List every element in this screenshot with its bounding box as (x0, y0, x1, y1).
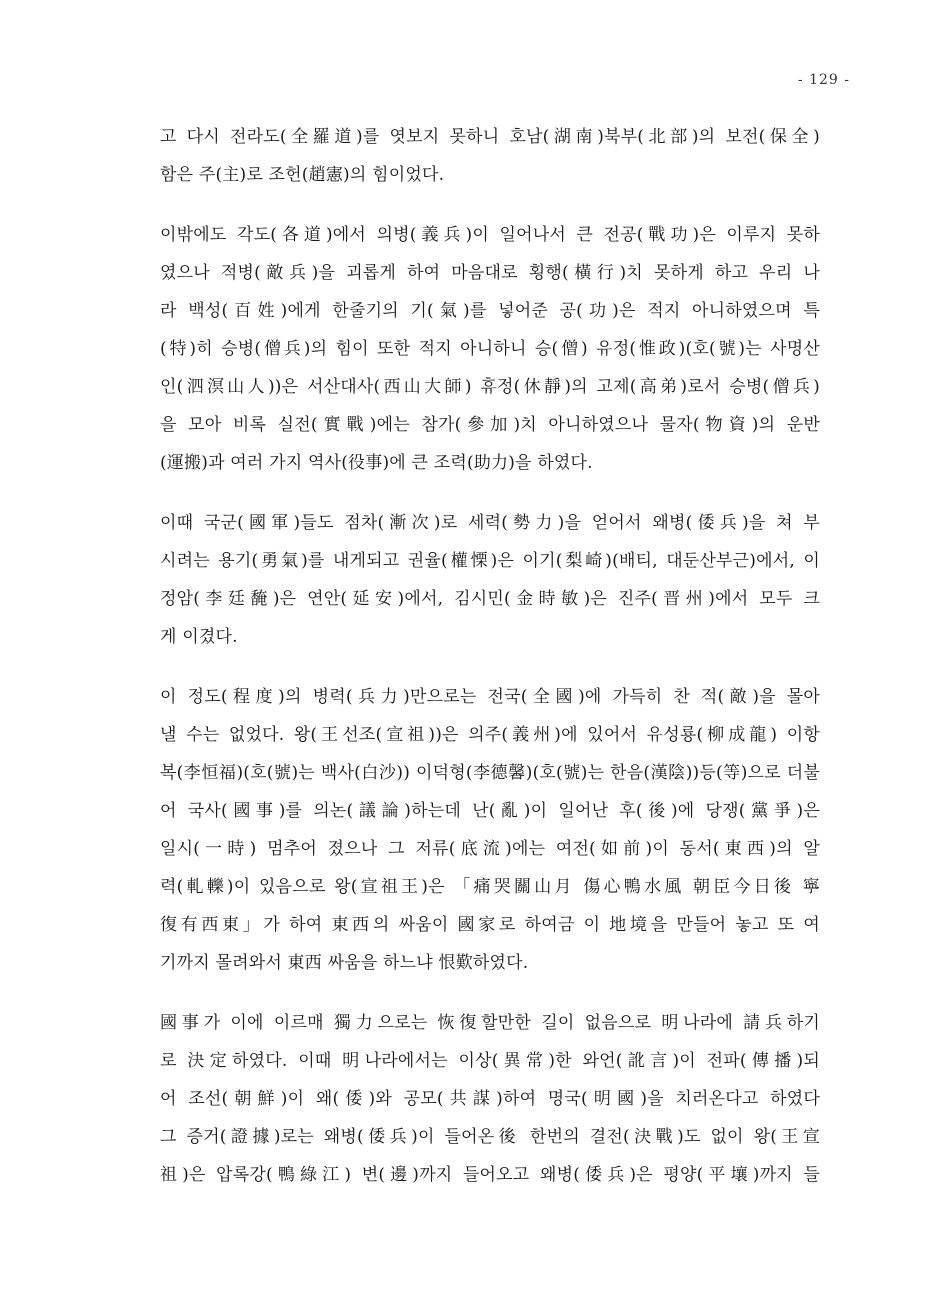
text-line: 인(泗溟山人))은 서산대사(西山大師) 휴정(休靜)의 고제(高弟)로서 승병(僧兵) (160, 377, 820, 397)
text-line: 함은 주(主)로 조헌(趙憲)의 힘이었다. (160, 165, 445, 185)
text-line: 낼 수는 없었다. 왕(王선조(宣祖))은 의주(義州)에 있어서 유성룡(柳成龍) 이항 (160, 725, 820, 745)
text-line: 일시(一時) 멈추어 졌으나 그 저류(底流)에는 여전(如前)이 동서(東西)의 알 (160, 839, 820, 859)
text-line: 정암(李廷馣)은 연안(延安)에서, 김시민(金時敏)은 진주(晋州)에서 모두 크 (160, 589, 820, 609)
text-line: 이때 국군(國軍)들도 점차(漸次)로 세력(勢力)을 얻어서 왜병(倭兵)을 쳐 부 (160, 513, 820, 533)
paragraph-3 (160, 504, 820, 656)
text-line: 이밖에도 각도(各道)에서 의병(義兵)이 일어나서 큰 전공(戰功)은 이루지 못하 (160, 225, 820, 245)
text-line: 이 정도(程度)의 병력(兵力)만으로는 전국(全國)에 가득히 찬 적(敵)을 몰아 (160, 687, 820, 707)
text-line: 였으나 적병(敵兵)을 괴롭게 하여 마음대로 횡행(橫行)치 못하게 하고 우리 나 (160, 263, 820, 283)
text-line: (特)히 승병(僧兵)의 힘이 또한 적지 아니하니 승(僧) 유정(惟政)(호(號)는 사명산 (160, 339, 820, 359)
text-line: 을 모아 비록 실전(實戰)에는 참가(參加)치 아니하였으나 물자(物資)의 운반 (160, 415, 820, 435)
text-line: 고 다시 전라도(全羅道)를 엿보지 못하니 호남(湖南)북부(北部)의 보전(保全) (160, 127, 820, 147)
text-line: 로 決定하였다. 이때 明나라에서는 이상(異常)한 와언(訛言)이 전파(傳播)되 (160, 1051, 820, 1071)
text-line: 게 이겼다. (160, 627, 238, 647)
text-line: 기까지 몰려와서 東西 싸움을 하느냐 恨歎하였다. (160, 953, 529, 973)
paragraph-4 (160, 678, 820, 982)
text-line: 祖)은 압록강(鴨綠江) 변(邊)까지 들어오고 왜병(倭兵)은 평양(平壤)까지 들 (160, 1165, 820, 1185)
paragraph-2 (160, 216, 820, 482)
page-number: - 129 - (797, 72, 850, 88)
paragraph-5 (160, 1004, 820, 1194)
text-line: 復有西東」가 하여 東西의 싸움이 國家로 하여금 이 地境을 만들어 놓고 또 여 (160, 915, 820, 935)
text-line: 시려는 용기(勇氣)를 내게되고 권율(權慄)은 이기(梨崎)(배티, 대둔산부근)에서, 이 (160, 551, 820, 571)
text-line: (運搬)과 여러 가지 역사(役事)에 큰 조력(助力)을 하였다. (160, 453, 593, 473)
paragraph-1 (160, 118, 820, 194)
text-line: 력(軋轢)이 있음으로 왕(宣祖王)은 「痛哭關山月 傷心鴨水風 朝臣今日後 寧 (160, 877, 820, 897)
text-line: 라 백성(百姓)에게 한줄기의 기(氣)를 넣어준 공(功)은 적지 아니하였으며 특 (160, 301, 820, 321)
document-body (160, 118, 820, 1216)
text-line: 어 조선(朝鮮)이 왜(倭)와 공모(共謀)하여 명국(明國)을 치러온다고 하였다 (160, 1089, 820, 1109)
text-line: 어 국사(國事)를 의논(議論)하는데 난(亂)이 일어난 후(後)에 당쟁(黨爭)은 (160, 801, 820, 821)
text-line: 그 증거(證據)로는 왜병(倭兵)이 들어온後 한번의 결전(決戰)도 없이 왕(王宣 (160, 1127, 820, 1147)
text-line: 國事가 이에 이르매 獨力으로는 恢復할만한 길이 없음으로 明나라에 請兵하기 (160, 1013, 820, 1033)
text-line: 복(李恒福)(호(號)는 백사(白沙)) 이덕형(李德馨)(호(號)는 한음(漢陰))등(等)으로 더불 (160, 763, 820, 783)
